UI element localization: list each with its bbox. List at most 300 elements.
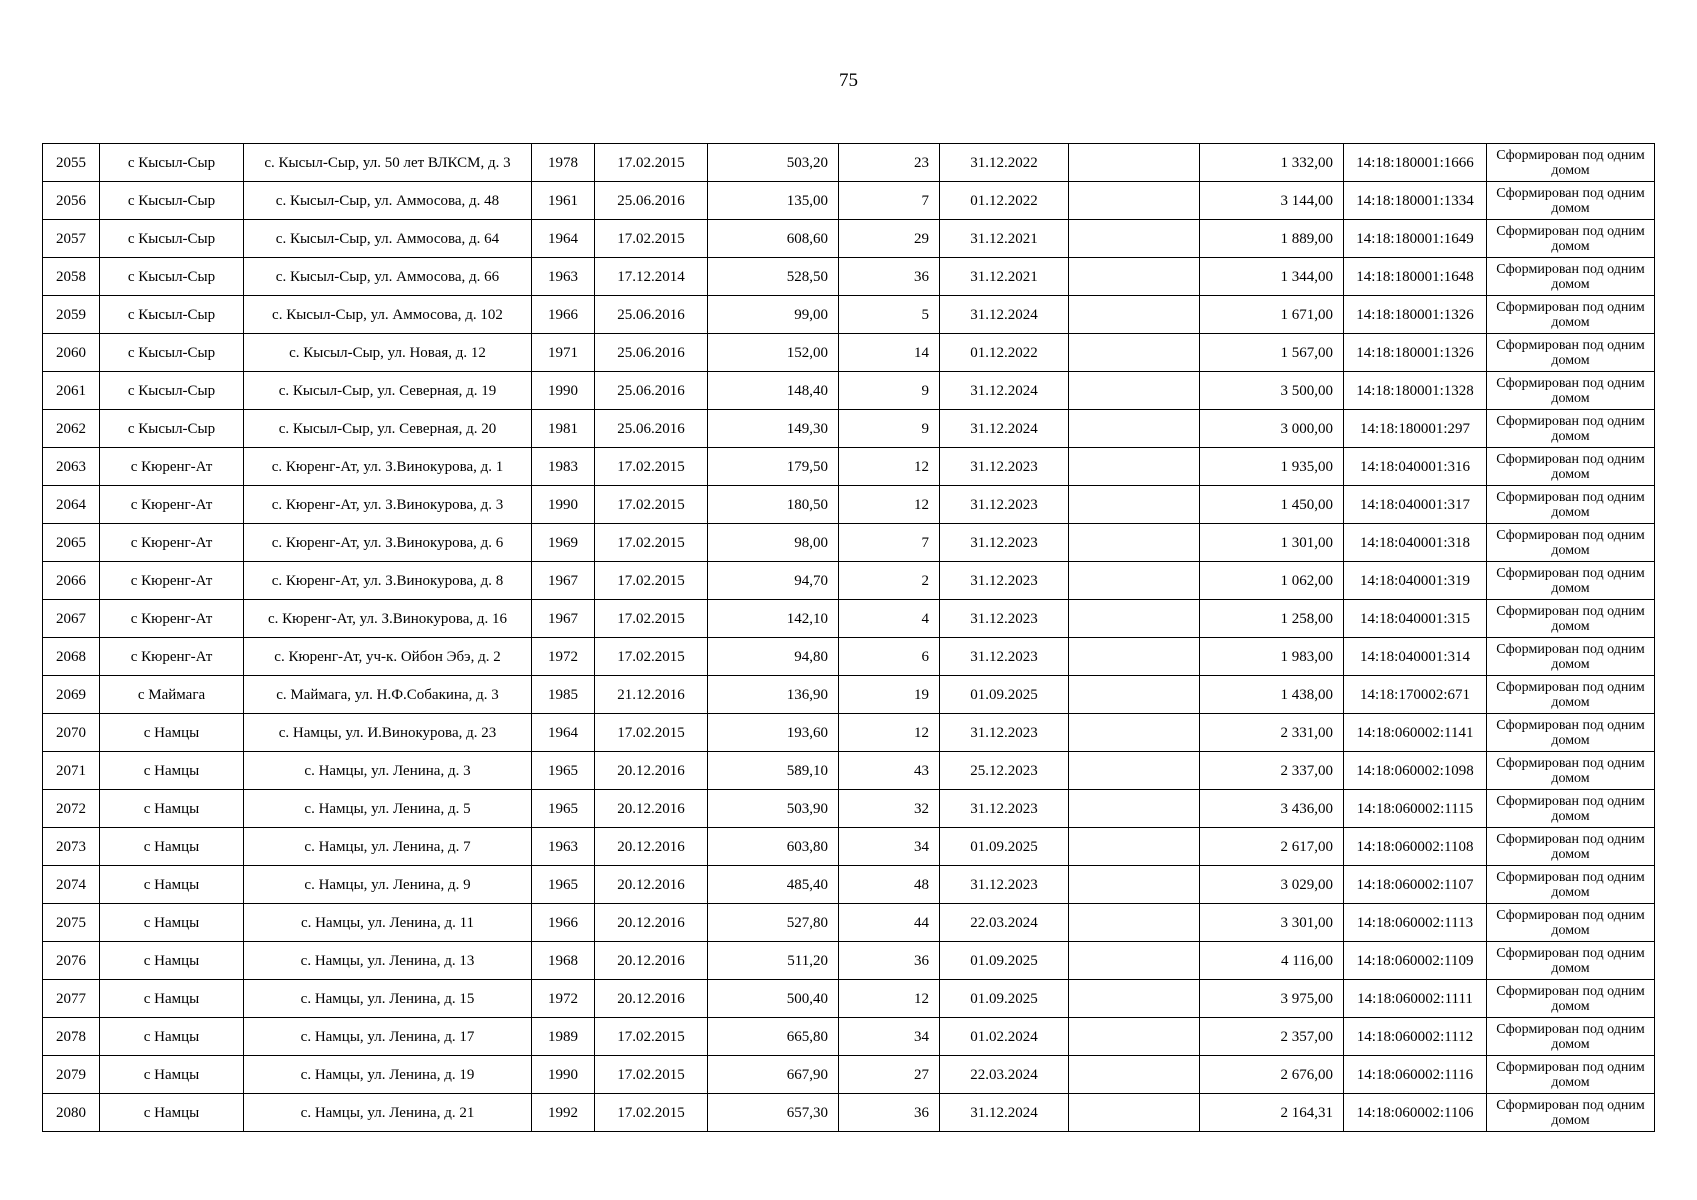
cell-land-note: Сформирован под одним домом xyxy=(1487,904,1655,942)
cell-deadline-date: 31.12.2024 xyxy=(940,296,1069,334)
cell-settlement: с Кысыл-Сыр xyxy=(100,296,244,334)
table-row xyxy=(43,258,1655,296)
cell-deadline-date: 31.12.2023 xyxy=(940,600,1069,638)
cell-empty-column xyxy=(1069,258,1200,296)
cell-residents: 29 xyxy=(839,220,940,258)
cell-area: 589,10 xyxy=(708,752,839,790)
cell-cadastral-number: 14:18:060002:1107 xyxy=(1344,866,1487,904)
cell-cadastral-number: 14:18:060002:1115 xyxy=(1344,790,1487,828)
cell-empty-column xyxy=(1069,866,1200,904)
cell-land-area: 1 983,00 xyxy=(1200,638,1344,676)
cell-address: с. Намцы, ул. Ленина, д. 3 xyxy=(244,752,532,790)
cell-cadastral-number: 14:18:180001:1649 xyxy=(1344,220,1487,258)
cell-address: с. Намцы, ул. Ленина, д. 7 xyxy=(244,828,532,866)
cell-empty-column xyxy=(1069,144,1200,182)
cell-empty-column xyxy=(1069,828,1200,866)
cell-registration-date: 17.02.2015 xyxy=(595,524,708,562)
cell-land-area: 1 344,00 xyxy=(1200,258,1344,296)
cell-deadline-date: 01.12.2022 xyxy=(940,334,1069,372)
cell-construction-year: 1964 xyxy=(532,220,595,258)
cell-residents: 12 xyxy=(839,486,940,524)
cell-settlement: с Намцы xyxy=(100,714,244,752)
table-row xyxy=(43,1018,1655,1056)
cell-row-number: 2056 xyxy=(43,182,100,220)
cell-cadastral-number: 14:18:060002:1116 xyxy=(1344,1056,1487,1094)
cell-land-note: Сформирован под одним домом xyxy=(1487,220,1655,258)
cell-registration-date: 25.06.2016 xyxy=(595,182,708,220)
cell-deadline-date: 01.09.2025 xyxy=(940,942,1069,980)
cell-empty-column xyxy=(1069,334,1200,372)
cell-empty-column xyxy=(1069,562,1200,600)
cell-land-area: 1 332,00 xyxy=(1200,144,1344,182)
table-row xyxy=(43,638,1655,676)
cell-registration-date: 17.02.2015 xyxy=(595,486,708,524)
cell-deadline-date: 31.12.2021 xyxy=(940,220,1069,258)
cell-residents: 36 xyxy=(839,942,940,980)
cell-deadline-date: 22.03.2024 xyxy=(940,904,1069,942)
table-row xyxy=(43,410,1655,448)
cell-cadastral-number: 14:18:180001:1648 xyxy=(1344,258,1487,296)
cell-residents: 32 xyxy=(839,790,940,828)
cell-settlement: с Кюренг-Ат xyxy=(100,600,244,638)
cell-area: 657,30 xyxy=(708,1094,839,1132)
cell-registration-date: 20.12.2016 xyxy=(595,942,708,980)
cell-address: с. Кысыл-Сыр, ул. Северная, д. 20 xyxy=(244,410,532,448)
cell-address: с. Кюренг-Ат, ул. З.Винокурова, д. 8 xyxy=(244,562,532,600)
cell-cadastral-number: 14:18:040001:314 xyxy=(1344,638,1487,676)
cell-area: 665,80 xyxy=(708,1018,839,1056)
cell-row-number: 2057 xyxy=(43,220,100,258)
table-row xyxy=(43,752,1655,790)
cell-residents: 4 xyxy=(839,600,940,638)
cell-land-area: 3 000,00 xyxy=(1200,410,1344,448)
cell-residents: 27 xyxy=(839,1056,940,1094)
cell-address: с. Маймага, ул. Н.Ф.Собакина, д. 3 xyxy=(244,676,532,714)
cell-address: с. Намцы, ул. Ленина, д. 21 xyxy=(244,1094,532,1132)
cell-land-area: 1 450,00 xyxy=(1200,486,1344,524)
cell-registration-date: 25.06.2016 xyxy=(595,296,708,334)
cell-residents: 34 xyxy=(839,1018,940,1056)
cell-row-number: 2074 xyxy=(43,866,100,904)
cell-settlement: с Кюренг-Ат xyxy=(100,562,244,600)
cell-land-note: Сформирован под одним домом xyxy=(1487,296,1655,334)
cell-area: 528,50 xyxy=(708,258,839,296)
cell-area: 180,50 xyxy=(708,486,839,524)
cell-row-number: 2075 xyxy=(43,904,100,942)
cell-row-number: 2076 xyxy=(43,942,100,980)
cell-settlement: с Кысыл-Сыр xyxy=(100,410,244,448)
table-row xyxy=(43,790,1655,828)
table-row xyxy=(43,220,1655,258)
cell-deadline-date: 01.09.2025 xyxy=(940,676,1069,714)
cell-registration-date: 17.02.2015 xyxy=(595,638,708,676)
cell-land-note: Сформирован под одним домом xyxy=(1487,524,1655,562)
cell-land-note: Сформирован под одним домом xyxy=(1487,980,1655,1018)
cell-settlement: с Кюренг-Ат xyxy=(100,638,244,676)
cell-registration-date: 25.06.2016 xyxy=(595,334,708,372)
cell-address: с. Намцы, ул. Ленина, д. 15 xyxy=(244,980,532,1018)
cell-land-area: 3 029,00 xyxy=(1200,866,1344,904)
cell-land-area: 3 975,00 xyxy=(1200,980,1344,1018)
cell-settlement: с Кюренг-Ат xyxy=(100,448,244,486)
cell-deadline-date: 01.12.2022 xyxy=(940,182,1069,220)
cell-area: 94,80 xyxy=(708,638,839,676)
cell-settlement: с Кюренг-Ат xyxy=(100,524,244,562)
cell-cadastral-number: 14:18:060002:1112 xyxy=(1344,1018,1487,1056)
cell-construction-year: 1961 xyxy=(532,182,595,220)
cell-construction-year: 1963 xyxy=(532,828,595,866)
cell-row-number: 2060 xyxy=(43,334,100,372)
cell-land-note: Сформирован под одним домом xyxy=(1487,1056,1655,1094)
cell-registration-date: 17.02.2015 xyxy=(595,144,708,182)
table-row xyxy=(43,486,1655,524)
cell-settlement: с Кысыл-Сыр xyxy=(100,220,244,258)
cell-address: с. Кюренг-Ат, ул. З.Винокурова, д. 1 xyxy=(244,448,532,486)
cell-deadline-date: 31.12.2021 xyxy=(940,258,1069,296)
table-row xyxy=(43,904,1655,942)
cell-land-note: Сформирован под одним домом xyxy=(1487,258,1655,296)
cell-land-area: 1 301,00 xyxy=(1200,524,1344,562)
cell-area: 98,00 xyxy=(708,524,839,562)
cell-address: с. Намцы, ул. Ленина, д. 5 xyxy=(244,790,532,828)
cell-address: с. Кюренг-Ат, ул. З.Винокурова, д. 3 xyxy=(244,486,532,524)
cell-land-note: Сформирован под одним домом xyxy=(1487,752,1655,790)
cell-residents: 23 xyxy=(839,144,940,182)
cell-construction-year: 1978 xyxy=(532,144,595,182)
table-row xyxy=(43,714,1655,752)
cell-deadline-date: 31.12.2024 xyxy=(940,410,1069,448)
table-row xyxy=(43,524,1655,562)
cell-deadline-date: 31.12.2023 xyxy=(940,448,1069,486)
cell-cadastral-number: 14:18:180001:297 xyxy=(1344,410,1487,448)
cell-area: 136,90 xyxy=(708,676,839,714)
cell-land-area: 2 357,00 xyxy=(1200,1018,1344,1056)
cell-area: 179,50 xyxy=(708,448,839,486)
cell-registration-date: 17.02.2015 xyxy=(595,562,708,600)
cell-residents: 7 xyxy=(839,524,940,562)
cell-cadastral-number: 14:18:170002:671 xyxy=(1344,676,1487,714)
cell-row-number: 2073 xyxy=(43,828,100,866)
cell-construction-year: 1992 xyxy=(532,1094,595,1132)
cell-row-number: 2062 xyxy=(43,410,100,448)
cell-empty-column xyxy=(1069,676,1200,714)
cell-construction-year: 1963 xyxy=(532,258,595,296)
cell-construction-year: 1965 xyxy=(532,790,595,828)
cell-row-number: 2063 xyxy=(43,448,100,486)
cell-construction-year: 1969 xyxy=(532,524,595,562)
cell-deadline-date: 01.02.2024 xyxy=(940,1018,1069,1056)
cell-empty-column xyxy=(1069,714,1200,752)
cell-area: 142,10 xyxy=(708,600,839,638)
register-table xyxy=(42,143,1655,1132)
cell-deadline-date: 31.12.2023 xyxy=(940,524,1069,562)
cell-registration-date: 17.02.2015 xyxy=(595,448,708,486)
cell-row-number: 2079 xyxy=(43,1056,100,1094)
cell-deadline-date: 01.09.2025 xyxy=(940,980,1069,1018)
cell-address: с. Кысыл-Сыр, ул. Аммосова, д. 64 xyxy=(244,220,532,258)
cell-registration-date: 17.02.2015 xyxy=(595,600,708,638)
cell-deadline-date: 31.12.2024 xyxy=(940,1094,1069,1132)
cell-area: 503,20 xyxy=(708,144,839,182)
cell-residents: 2 xyxy=(839,562,940,600)
cell-construction-year: 1990 xyxy=(532,486,595,524)
cell-cadastral-number: 14:18:040001:316 xyxy=(1344,448,1487,486)
cell-row-number: 2077 xyxy=(43,980,100,1018)
cell-area: 148,40 xyxy=(708,372,839,410)
page-number: 75 xyxy=(839,70,858,91)
cell-deadline-date: 31.12.2023 xyxy=(940,714,1069,752)
cell-construction-year: 1965 xyxy=(532,866,595,904)
cell-settlement: с Кысыл-Сыр xyxy=(100,372,244,410)
cell-settlement: с Кысыл-Сыр xyxy=(100,182,244,220)
cell-settlement: с Намцы xyxy=(100,904,244,942)
cell-registration-date: 25.06.2016 xyxy=(595,410,708,448)
cell-empty-column xyxy=(1069,1094,1200,1132)
cell-empty-column xyxy=(1069,980,1200,1018)
cell-cadastral-number: 14:18:060002:1109 xyxy=(1344,942,1487,980)
cell-construction-year: 1966 xyxy=(532,904,595,942)
cell-land-area: 1 935,00 xyxy=(1200,448,1344,486)
cell-empty-column xyxy=(1069,448,1200,486)
cell-land-area: 3 500,00 xyxy=(1200,372,1344,410)
cell-construction-year: 1989 xyxy=(532,1018,595,1056)
cell-address: с. Намцы, ул. Ленина, д. 11 xyxy=(244,904,532,942)
cell-registration-date: 20.12.2016 xyxy=(595,980,708,1018)
cell-land-area: 1 062,00 xyxy=(1200,562,1344,600)
cell-construction-year: 1966 xyxy=(532,296,595,334)
cell-address: с. Кысыл-Сыр, ул. Новая, д. 12 xyxy=(244,334,532,372)
cell-residents: 44 xyxy=(839,904,940,942)
cell-cadastral-number: 14:18:180001:1328 xyxy=(1344,372,1487,410)
cell-settlement: с Намцы xyxy=(100,980,244,1018)
cell-cadastral-number: 14:18:040001:319 xyxy=(1344,562,1487,600)
cell-deadline-date: 31.12.2023 xyxy=(940,638,1069,676)
cell-cadastral-number: 14:18:060002:1106 xyxy=(1344,1094,1487,1132)
table-row xyxy=(43,144,1655,182)
cell-registration-date: 20.12.2016 xyxy=(595,752,708,790)
cell-residents: 9 xyxy=(839,372,940,410)
cell-residents: 12 xyxy=(839,714,940,752)
cell-address: с. Кысыл-Сыр, ул. Северная, д. 19 xyxy=(244,372,532,410)
cell-area: 485,40 xyxy=(708,866,839,904)
cell-settlement: с Намцы xyxy=(100,942,244,980)
cell-area: 527,80 xyxy=(708,904,839,942)
cell-residents: 34 xyxy=(839,828,940,866)
cell-registration-date: 17.02.2015 xyxy=(595,1018,708,1056)
cell-land-area: 1 567,00 xyxy=(1200,334,1344,372)
cell-deadline-date: 25.12.2023 xyxy=(940,752,1069,790)
cell-construction-year: 1967 xyxy=(532,600,595,638)
cell-land-area: 2 617,00 xyxy=(1200,828,1344,866)
cell-land-note: Сформирован под одним домом xyxy=(1487,334,1655,372)
cell-land-note: Сформирован под одним домом xyxy=(1487,182,1655,220)
cell-registration-date: 21.12.2016 xyxy=(595,676,708,714)
cell-cadastral-number: 14:18:060002:1111 xyxy=(1344,980,1487,1018)
cell-settlement: с Намцы xyxy=(100,752,244,790)
cell-residents: 36 xyxy=(839,1094,940,1132)
table-row xyxy=(43,296,1655,334)
cell-residents: 9 xyxy=(839,410,940,448)
cell-land-note: Сформирован под одним домом xyxy=(1487,714,1655,752)
cell-row-number: 2078 xyxy=(43,1018,100,1056)
cell-settlement: с Кюренг-Ат xyxy=(100,486,244,524)
cell-empty-column xyxy=(1069,752,1200,790)
cell-empty-column xyxy=(1069,372,1200,410)
cell-land-area: 2 676,00 xyxy=(1200,1056,1344,1094)
table-row xyxy=(43,372,1655,410)
cell-construction-year: 1983 xyxy=(532,448,595,486)
cell-area: 152,00 xyxy=(708,334,839,372)
table-row xyxy=(43,942,1655,980)
cell-empty-column xyxy=(1069,1018,1200,1056)
cell-cadastral-number: 14:18:180001:1334 xyxy=(1344,182,1487,220)
cell-area: 667,90 xyxy=(708,1056,839,1094)
cell-land-note: Сформирован под одним домом xyxy=(1487,372,1655,410)
cell-empty-column xyxy=(1069,182,1200,220)
cell-land-note: Сформирован под одним домом xyxy=(1487,562,1655,600)
cell-address: с. Намцы, ул. Ленина, д. 19 xyxy=(244,1056,532,1094)
table-row xyxy=(43,866,1655,904)
cell-row-number: 2055 xyxy=(43,144,100,182)
cell-registration-date: 17.12.2014 xyxy=(595,258,708,296)
cell-area: 511,20 xyxy=(708,942,839,980)
cell-empty-column xyxy=(1069,524,1200,562)
cell-residents: 14 xyxy=(839,334,940,372)
cell-cadastral-number: 14:18:060002:1098 xyxy=(1344,752,1487,790)
cell-deadline-date: 31.12.2023 xyxy=(940,562,1069,600)
cell-residents: 12 xyxy=(839,980,940,1018)
cell-address: с. Кюренг-Ат, уч-к. Ойбон Эбэ, д. 2 xyxy=(244,638,532,676)
cell-area: 149,30 xyxy=(708,410,839,448)
cell-registration-date: 17.02.2015 xyxy=(595,714,708,752)
cell-address: с. Намцы, ул. Ленина, д. 13 xyxy=(244,942,532,980)
cell-cadastral-number: 14:18:180001:1326 xyxy=(1344,334,1487,372)
cell-area: 135,00 xyxy=(708,182,839,220)
register-body xyxy=(43,144,1655,1132)
table-row xyxy=(43,182,1655,220)
cell-land-area: 2 337,00 xyxy=(1200,752,1344,790)
cell-address: с. Кысыл-Сыр, ул. 50 лет ВЛКСМ, д. 3 xyxy=(244,144,532,182)
cell-registration-date: 17.02.2015 xyxy=(595,1094,708,1132)
cell-land-area: 4 116,00 xyxy=(1200,942,1344,980)
cell-land-note: Сформирован под одним домом xyxy=(1487,638,1655,676)
cell-cadastral-number: 14:18:180001:1666 xyxy=(1344,144,1487,182)
cell-area: 193,60 xyxy=(708,714,839,752)
table-row xyxy=(43,334,1655,372)
cell-construction-year: 1968 xyxy=(532,942,595,980)
table-row xyxy=(43,828,1655,866)
cell-cadastral-number: 14:18:040001:317 xyxy=(1344,486,1487,524)
cell-land-area: 1 438,00 xyxy=(1200,676,1344,714)
cell-cadastral-number: 14:18:180001:1326 xyxy=(1344,296,1487,334)
cell-residents: 12 xyxy=(839,448,940,486)
cell-settlement: с Кысыл-Сыр xyxy=(100,334,244,372)
cell-land-note: Сформирован под одним домом xyxy=(1487,1018,1655,1056)
cell-address: с. Намцы, ул. И.Винокурова, д. 23 xyxy=(244,714,532,752)
cell-land-note: Сформирован под одним домом xyxy=(1487,144,1655,182)
cell-empty-column xyxy=(1069,790,1200,828)
cell-cadastral-number: 14:18:040001:315 xyxy=(1344,600,1487,638)
cell-land-area: 3 144,00 xyxy=(1200,182,1344,220)
cell-registration-date: 20.12.2016 xyxy=(595,828,708,866)
cell-residents: 7 xyxy=(839,182,940,220)
cell-row-number: 2080 xyxy=(43,1094,100,1132)
table-row xyxy=(43,676,1655,714)
cell-construction-year: 1990 xyxy=(532,1056,595,1094)
cell-address: с. Кысыл-Сыр, ул. Аммосова, д. 66 xyxy=(244,258,532,296)
cell-residents: 43 xyxy=(839,752,940,790)
cell-row-number: 2058 xyxy=(43,258,100,296)
cell-empty-column xyxy=(1069,904,1200,942)
cell-construction-year: 1990 xyxy=(532,372,595,410)
cell-land-area: 1 889,00 xyxy=(1200,220,1344,258)
cell-address: с. Кюренг-Ат, ул. З.Винокурова, д. 16 xyxy=(244,600,532,638)
cell-row-number: 2061 xyxy=(43,372,100,410)
cell-land-area: 3 301,00 xyxy=(1200,904,1344,942)
cell-settlement: с Маймага xyxy=(100,676,244,714)
cell-empty-column xyxy=(1069,1056,1200,1094)
cell-empty-column xyxy=(1069,410,1200,448)
cell-settlement: с Намцы xyxy=(100,1094,244,1132)
cell-empty-column xyxy=(1069,600,1200,638)
cell-construction-year: 1985 xyxy=(532,676,595,714)
cell-row-number: 2069 xyxy=(43,676,100,714)
cell-deadline-date: 01.09.2025 xyxy=(940,828,1069,866)
cell-area: 603,80 xyxy=(708,828,839,866)
cell-cadastral-number: 14:18:060002:1108 xyxy=(1344,828,1487,866)
cell-construction-year: 1972 xyxy=(532,980,595,1018)
cell-land-area: 2 331,00 xyxy=(1200,714,1344,752)
cell-address: с. Намцы, ул. Ленина, д. 9 xyxy=(244,866,532,904)
cell-cadastral-number: 14:18:060002:1113 xyxy=(1344,904,1487,942)
cell-residents: 48 xyxy=(839,866,940,904)
table-row xyxy=(43,600,1655,638)
cell-settlement: с Кысыл-Сыр xyxy=(100,258,244,296)
cell-row-number: 2068 xyxy=(43,638,100,676)
cell-registration-date: 20.12.2016 xyxy=(595,790,708,828)
cell-row-number: 2066 xyxy=(43,562,100,600)
cell-empty-column xyxy=(1069,638,1200,676)
cell-row-number: 2067 xyxy=(43,600,100,638)
cell-residents: 6 xyxy=(839,638,940,676)
cell-land-note: Сформирован под одним домом xyxy=(1487,676,1655,714)
cell-land-note: Сформирован под одним домом xyxy=(1487,866,1655,904)
cell-construction-year: 1964 xyxy=(532,714,595,752)
cell-residents: 5 xyxy=(839,296,940,334)
cell-registration-date: 20.12.2016 xyxy=(595,904,708,942)
cell-deadline-date: 31.12.2023 xyxy=(940,486,1069,524)
cell-registration-date: 17.02.2015 xyxy=(595,220,708,258)
cell-registration-date: 25.06.2016 xyxy=(595,372,708,410)
cell-area: 500,40 xyxy=(708,980,839,1018)
cell-construction-year: 1965 xyxy=(532,752,595,790)
cell-area: 94,70 xyxy=(708,562,839,600)
cell-area: 608,60 xyxy=(708,220,839,258)
cell-settlement: с Намцы xyxy=(100,790,244,828)
cell-address: с. Кюренг-Ат, ул. З.Винокурова, д. 6 xyxy=(244,524,532,562)
cell-land-note: Сформирован под одним домом xyxy=(1487,942,1655,980)
cell-deadline-date: 31.12.2023 xyxy=(940,790,1069,828)
cell-row-number: 2065 xyxy=(43,524,100,562)
cell-cadastral-number: 14:18:040001:318 xyxy=(1344,524,1487,562)
cell-deadline-date: 22.03.2024 xyxy=(940,1056,1069,1094)
cell-row-number: 2059 xyxy=(43,296,100,334)
cell-row-number: 2070 xyxy=(43,714,100,752)
cell-construction-year: 1971 xyxy=(532,334,595,372)
cell-area: 99,00 xyxy=(708,296,839,334)
cell-settlement: с Намцы xyxy=(100,866,244,904)
cell-registration-date: 17.02.2015 xyxy=(595,1056,708,1094)
